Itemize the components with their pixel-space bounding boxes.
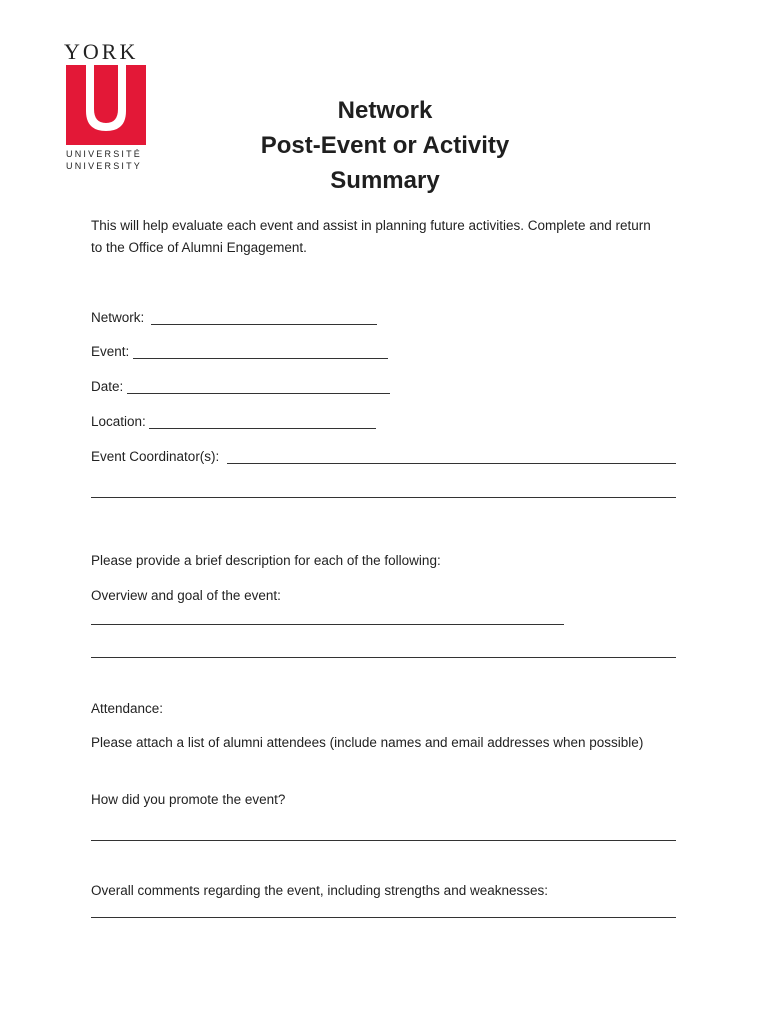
york-university-logo — [64, 40, 148, 176]
date-input-line[interactable] — [127, 393, 390, 394]
network-label: Network: — [91, 310, 145, 325]
promotion-label: How did you promote the event? — [91, 792, 286, 807]
title-line-2: Post-Event or Activity — [260, 132, 510, 159]
event-label: Event: — [91, 344, 130, 359]
overview-input-line-2[interactable] — [91, 657, 676, 658]
intro-line-2: to the Office of Alumni Engagement. — [91, 240, 307, 255]
title-line-1: Network — [337, 97, 433, 124]
location-label: Location: — [91, 414, 146, 429]
event-coordinators-input-line[interactable] — [227, 463, 676, 464]
title-line-3: Summary — [330, 167, 440, 194]
network-input-line[interactable] — [151, 324, 377, 325]
logo-english-name: UNIVERSITY — [66, 161, 143, 171]
location-input-line[interactable] — [149, 428, 376, 429]
comments-label: Overall comments regarding the event, including strengths and weaknesses: — [91, 883, 548, 898]
description-prompt: Please provide a brief description for each of the following: — [91, 553, 441, 568]
logo-french-name: UNIVERSITÉ — [66, 149, 143, 159]
promotion-input-line[interactable] — [91, 840, 676, 841]
attendance-note: Please attach a list of alumni attendees (include names and email addresses when possible) — [91, 735, 644, 750]
overview-input-line-1[interactable] — [91, 624, 564, 625]
intro-line-1: This will help evaluate each event and assist in planning future activities. Complete and return — [91, 218, 651, 233]
event-input-line[interactable] — [133, 358, 388, 359]
logo-wordmark: YORK — [64, 39, 139, 64]
event-coordinators-input-line-2[interactable] — [91, 497, 676, 498]
date-label: Date: — [91, 379, 124, 394]
overview-label: Overview and goal of the event: — [91, 588, 281, 603]
attendance-label: Attendance: — [91, 701, 164, 716]
comments-input-line[interactable] — [91, 917, 676, 918]
event-coordinators-label: Event Coordinator(s): — [91, 449, 220, 464]
